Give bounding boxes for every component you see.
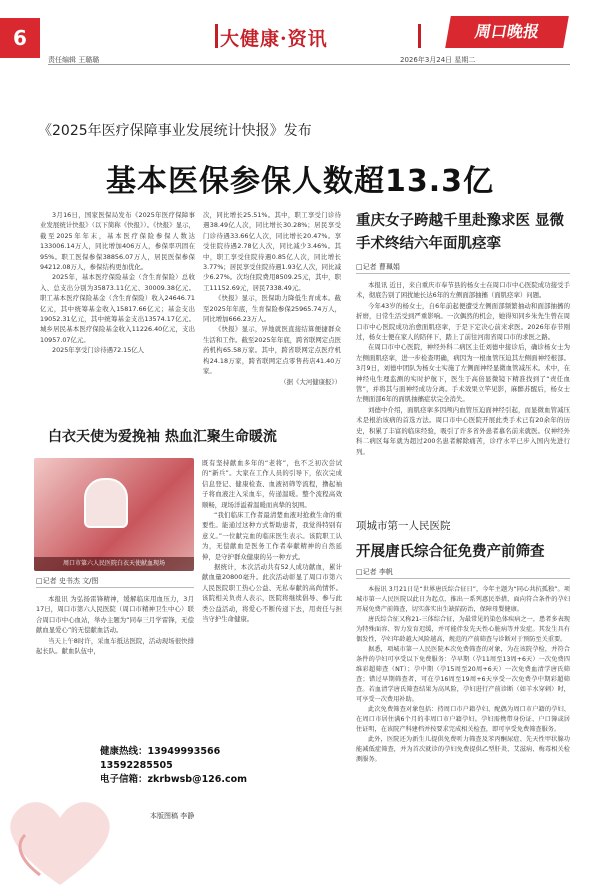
story3-title: 白衣天使为爱挽袖 热血汇聚生命暖流 xyxy=(48,429,277,445)
lead-headline: 基本医保参保人数超13.3亿 xyxy=(105,164,495,199)
hotline-text: 健康热线：13949993566 13592285505 xyxy=(100,746,221,771)
heart-decoration-icon xyxy=(0,780,120,893)
story2-paragraph: 本报讯 近日，来自重庆市奉节县的杨女士在周口市中心医院成功接受手术，彻底告别了困扰她长达6年的左侧面部抽搐（面肌痉挛）问题。 xyxy=(356,281,570,300)
date-line: 2026年3月24日 星期二 xyxy=(400,56,476,64)
story4-body xyxy=(356,585,570,765)
lead-paragraph: 2025年，基本医疗保险基金（含生育保险）总收入、总支出分别为35873.11亿元、30009.38亿元。职工基本医疗保险基金（含生育保险）收入24646.71亿元，其中统筹基金收入15817.66亿元；基金支出19052.31亿元，其中统筹基金支出13574.17亿元。城乡居民基本医疗保险基金收入11226.40亿元，支出10957.07亿元。 xyxy=(40,273,195,344)
footer-editor: 本版图稿 李静 xyxy=(150,812,195,820)
lead-paragraph: 次，同比增长25.51%。其中，职工享受门诊待遇38.49亿人次，同比增长30.28%；居民享受门诊待遇33.66亿人次，同比增长20.47%。享受住院待遇2.78亿人次，同比减少3.46%。其中，职工享受住院待遇0.85亿人次，同比增长3.77%；居民享受住院待遇1.93亿人次，同比减少6.27%。次均住院费用8509.25元，其中，职工11152.69元，居民7338.49元。 xyxy=(203,211,341,292)
section-title: 大健康·资讯 xyxy=(220,28,328,50)
lead-paragraph: 《快报》显示，异地就医直接结算便捷群众生活和工作。截至2025年年底，跨省联网定点医药机构65.58万家。其中，跨省联网定点医疗机构24.18万家，跨省联网定点零售药店41.40万家。 xyxy=(203,325,341,376)
story2-body xyxy=(356,280,570,457)
story4-byline: □记者 李帆 xyxy=(356,568,393,576)
lead-paragraph: 《快报》显示，医保助力降低生育成本。截至2025年年底，生育保险参保25965.74万人，同比增加666.23万人。 xyxy=(203,294,341,324)
story4-paragraph: 此次免费筛查对象包括：持周口市户籍孕妇、配偶为周口市户籍的孕妇、在周口市居住满6个月的非周口市户籍孕妇。孕妇需携带身份证、户口簿或居住证明，在该院产科建档并按要求完成相关检查，即可享受免费筛查服务。 xyxy=(356,706,570,733)
blood-donation-photo xyxy=(34,458,194,571)
story2-byline: □记者 曹珮娟 xyxy=(356,263,400,271)
lead-paragraph: 3月16日，国家医保局发布《2025年医疗保障事业发展统计快报》（以下简称《快报》）。《快报》显示，截至2025年年末，基本医疗保险参保人数达133006.14万人，同比增加406万人，参保率巩固在95%。职工医保参保38856.07万人，居民医保参保94212.08万人，参保结构更加优化。 xyxy=(40,211,195,272)
story4-paragraph: 据悉，项城市第一人民医院本次免费筛查的对象，为在该院孕检，并符合条件的孕妇可享受以下免费服务：孕早期（孕11周至13周+6天）一次免费四维彩超筛查（NT）；孕中期（孕15周至20周+6天）一次免费血清学唐氏筛查；错过早期筛查者，可在孕16周至19周+6天享受一次免费孕中期彩超筛查。若血清学唐氏筛查结果为高风险，孕妇进行产前诊断（如羊水穿刺）时，可享受一次费用补助。 xyxy=(356,646,570,703)
section-divider xyxy=(215,24,218,48)
story3-paragraph: 既有坚持献血多年的“老将”，也不乏初次尝试的“新兵”。大家在工作人员的引导下，依次完成信息登记、健康检查、血液初筛等流程，撸起袖子将血液注入采血车，传递温暖。整个流程高效顺畅，现场洋溢着温暖而真挚的氛围。 xyxy=(202,459,342,509)
story3-rule xyxy=(36,587,194,588)
editor-line: 责任编辑 王璐璐 xyxy=(48,56,100,64)
header-rule xyxy=(48,64,570,65)
story3-column-left xyxy=(36,594,194,656)
newspaper-logo: 周口晚报 xyxy=(445,16,569,48)
story2-paragraph: 刘德中介绍，面肌痉挛多因颅内血管压迫面神经引起，而显微血管减压术是根治该病的首选方法。周口市中心医院开展此类手术已有20余年的历史，积累了丰富的临床经验，吸引了许多省外患者慕名前来就医。仅神经外科二病区每年就为超过200名患者解除痛苦，诊疗水平已步入国内先进行列。 xyxy=(356,405,570,456)
story2-title: 重庆女子跨越千里赴豫求医 显微手术终结六年面肌痉挛 xyxy=(356,213,565,252)
story4-paragraph: 此外，医院还为新生儿提供免费听力筛查及苯丙酮尿症、先天性甲状腺功能减低症筛查，并为首次就诊的孕妇免费提供乙型肝炎、艾滋病、梅毒相关检测服务。 xyxy=(356,736,570,763)
story2-rule xyxy=(356,273,570,274)
story3-byline: □记者 史书杰 文/图 xyxy=(36,577,99,585)
photo-caption: 周口市第六人民医院白衣天使献血现场 xyxy=(34,557,194,571)
story4-title: 开展唐氏综合征免费产前筛查 xyxy=(356,544,545,560)
section-divider-right xyxy=(418,24,421,48)
story4-paragraph: 唐氏综合征又称21-三体综合征，为最常见的染色体疾病之一，患者多表现为特殊面容、智力发育迟缓，并可能伴发先天性心脏病等并发症。其发生具有偶发性，孕妇年龄越大风险越高，规范的产前筛查与诊断对于预防至关重要。 xyxy=(356,616,570,643)
lead-paragraph: 2025年享受门诊待遇72.15亿人 xyxy=(52,346,145,355)
donor-figure xyxy=(84,478,128,528)
lead-column-2 xyxy=(203,210,341,387)
story3-paragraph: 据统计，本次活动共有52人成功献血，累计献血量20800毫升。此次活动彰显了周口市第六人民医院职工热心公益、无私奉献的高尚情怀。该院相关负责人表示，医院将继续倡导、参与此类公益活动，将爱心不断传递下去，用责任与担当守护生命健康。 xyxy=(202,563,342,624)
story3-paragraph: 本报讯 为弘扬雷锋精神，缓解临床用血压力，3月17日，周口市第六人民医院（周口市精神卫生中心）联合周口市中心血站，举办主题为“同奉三月学雷锋，无偿献血显爱心”的无偿献血活动。 xyxy=(36,595,194,635)
contact-box xyxy=(100,745,280,787)
lead-column-1 xyxy=(40,210,195,356)
lead-source: （据《大河健康报》） xyxy=(280,377,341,386)
email-text: 电子信箱：zkrbwsb@126.com xyxy=(100,774,248,785)
story2-paragraph: 今年43岁的杨女士，自6年前起便遭受左侧面部频繁抽动和面部抽搐的折磨，日常生活受到严重影响。一次偶然的机会，她得知同乡朱先生曾在周口市中心医院成功治愈面肌痉挛，于是下定决心前来求医。2026年春节刚过，杨女士便在家人的陪伴下，踏上了前往河南省周口市的求医之路。 xyxy=(356,301,570,342)
story3-paragraph: “我们临床工作者最清楚血液对抢救生命的重要性。能通过这种方式帮助患者，我觉得特别有意义。”一位献完血的临床医生表示。该院职工认为，无偿献血是医务工作者奉献精神的自然延伸，是守护群众健康的另一种方式。 xyxy=(202,511,342,561)
story3-column-right xyxy=(202,458,342,625)
story4-paragraph: 本报讯 3月21日是“世界唐氏综合征日”，今年主题为“同心共抗孤独”。项城市第一人民医院以此日为起点，推出一系列惠民举措，面向符合条件的孕妇开展免费产前筛查，切实落实出生缺陷防治，保障母婴健康。 xyxy=(356,586,570,613)
story2-paragraph: 在周口市中心医院，神经外科二病区主任刘德中接诊后，确诊杨女士为左侧面肌痉挛，进一步检查明确，病因为一根血管压迫其左侧面神经根部。3月9日，刘德中团队为杨女士实施了左侧面神经显微血管减压术。术中，在神经电生理监测的实时护航下，医生于高倍显微镜下精准找到了“责任血管”，并将其与面神经成功分离。手术效果立竿见影，麻醉苏醒后，杨女士左侧面部6年的面肌抽搐症状完全消失。 xyxy=(356,343,570,404)
story3-paragraph: 当天上午8时许，采血车抵达医院，活动现场很快排起长队。献血队伍中， xyxy=(36,636,194,656)
page-number: 6 xyxy=(0,18,40,58)
story4-kicker: 项城市第一人民医院 xyxy=(356,520,451,532)
lead-kicker: 《2025年医疗保障事业发展统计快报》发布 xyxy=(38,123,312,139)
story4-rule xyxy=(356,578,570,579)
